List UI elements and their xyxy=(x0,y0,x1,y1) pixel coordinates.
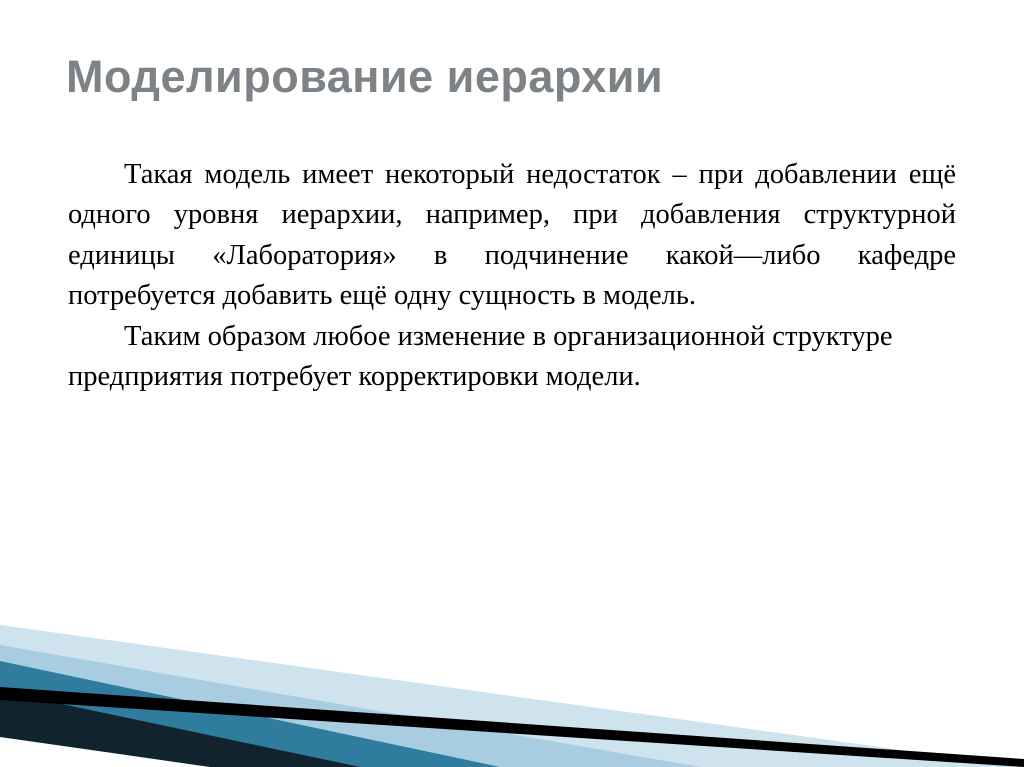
page-title: Моделирование иерархии xyxy=(66,51,664,102)
body-paragraph-1: Такая модель имеет некоторый недостаток – при добавлении ещё одного уровня иерархии, например, при добавления структурной единицы «Лаборатория» в подчинение какой—либо кафедре потребуется добавить ещё одну сущность в модель. xyxy=(68,159,956,312)
body-paragraph-2: Таким образом любое изменение в организационной структуре предприятия потребует корректировки модели. xyxy=(68,320,893,393)
bottom-left-ribbon-decoration xyxy=(0,587,1024,767)
slide-body xyxy=(68,155,956,398)
